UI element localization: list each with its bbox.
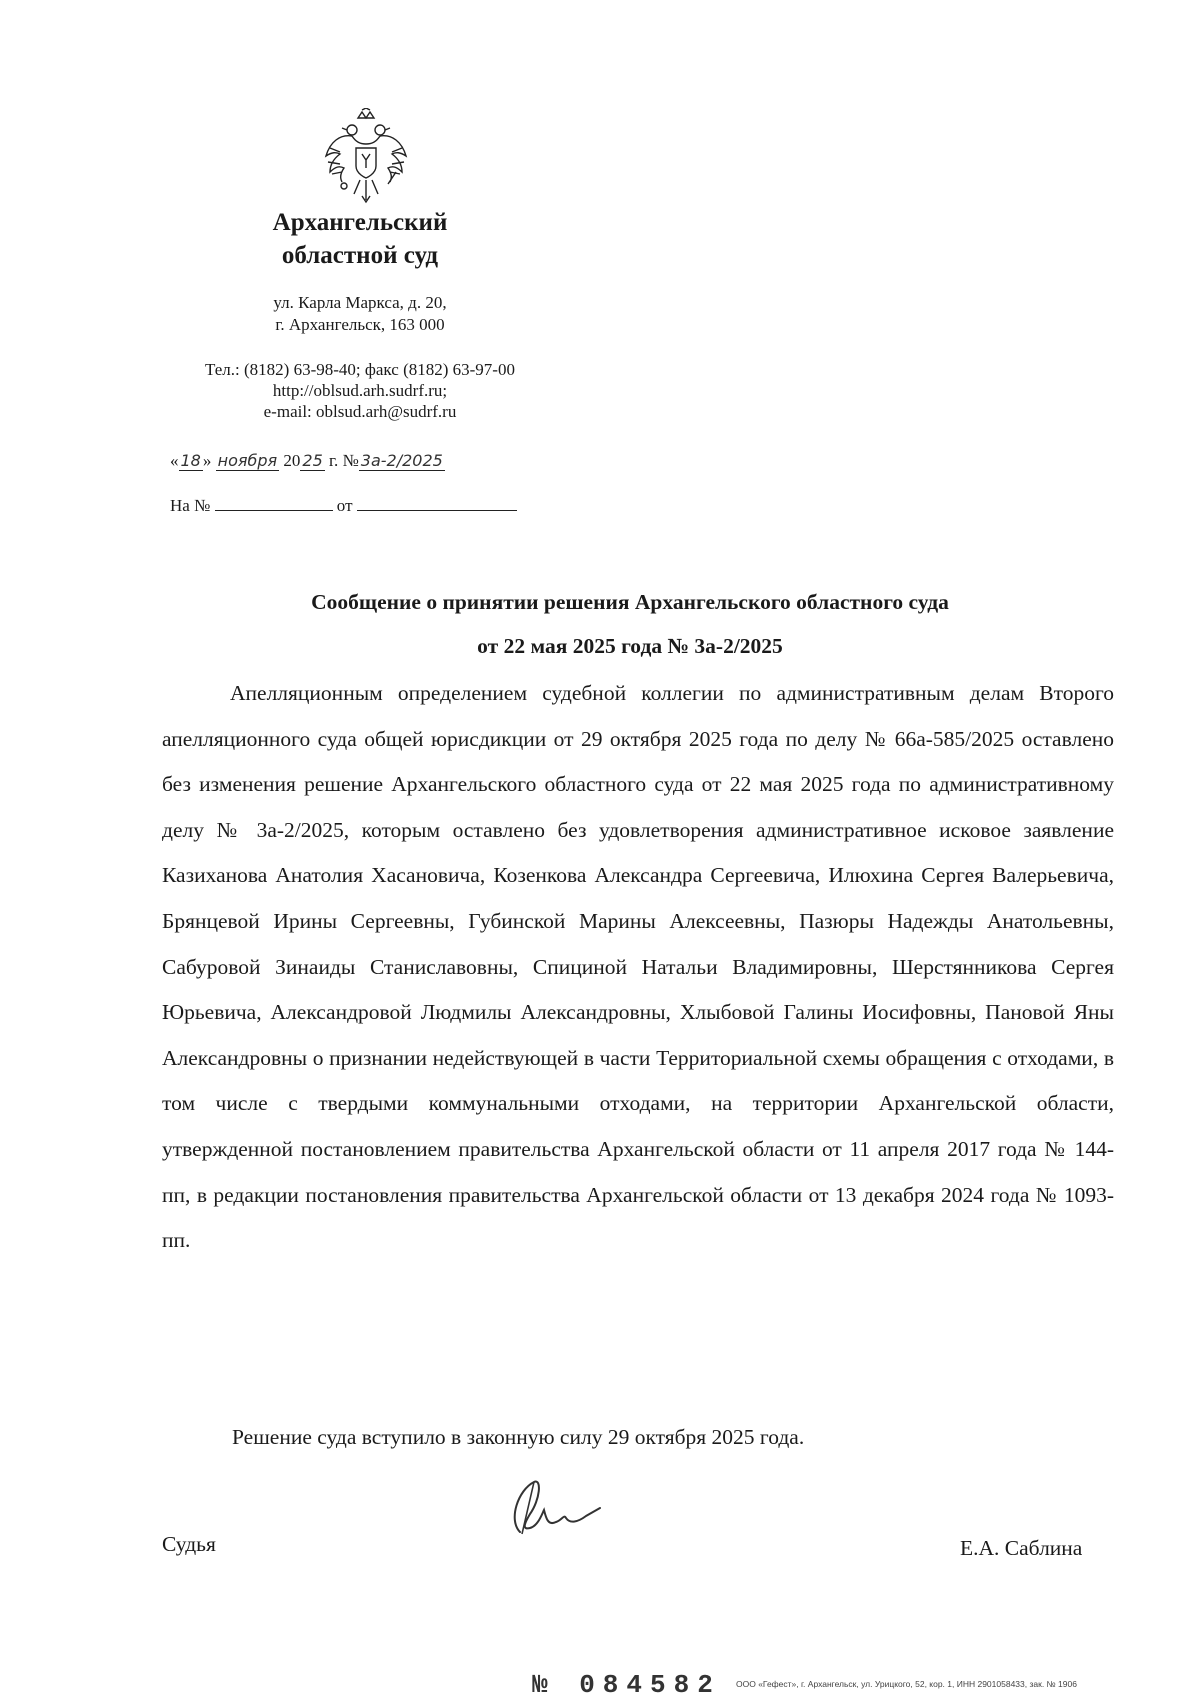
court-name-line1: Архангельский: [272, 209, 448, 236]
body-paragraph-1: Апелляционным определением судебной коллегии по административным делам Второго апелляционного суда общей юрисдикции от 29 октября 2025 года по делу № 66а-585/2025 оставлено без изменения решение Архангельского областного суда от 22 мая 2025 года по административному делу № 3а-2/2025, которым оставлено без удовлетворения административное исковое заявление Казиханова Анатолия Хасановича, Козенкова Александра Сергеевича, Илюхина Сергея Валерьевича, Брянцевой Ирины Сергеевны, Губинской Марины Алексеевны, Пазюры Надежды Анатольевны, Сабуровой Зинаиды Станиславовны, Спициной Натальи Владимировны, Шерстянникова Сергея Юрьевича, Александровой Людмилы Александровны, Хлыбовой Галины Иосифовны, Пановой Яны Александровны о признании недействующей в части Территориальной схемы обращения с отходами, в том числе с твердыми коммунальными отходами, на территории Архангельской области, утвержденной постановлением правительства Архангельской области от 11 апреля 2017 года № 144-пп, в редакции постановления правительства Архангельской области от 13 декабря 2024 года № 1093-пп.: [162, 681, 1114, 1253]
title-line2: от 22 мая 2025 года № 3а-2/2025: [477, 634, 783, 658]
ref-from-label: от: [336, 496, 353, 515]
document-body: [162, 671, 1114, 1264]
printer-imprint: ООО «Гефест», г. Архангельск, ул. Урицкого, 52, кор. 1, ИНН 2901058433, зак. № 1906: [736, 1679, 1077, 1689]
title-line1: Сообщение о принятии решения Архангельского областного суда: [311, 590, 949, 614]
ref-date-blank: [357, 496, 517, 511]
handwritten-signature: [500, 1470, 620, 1550]
reg-year-suffix: 25: [302, 451, 323, 470]
coat-of-arms-emblem: [322, 108, 410, 206]
court-name-line2: областной суд: [281, 242, 439, 269]
court-address: [190, 292, 530, 336]
registration-line: « 18 » ноября 20 25 г. № 3а-2/2025: [170, 451, 443, 470]
address-street: ул. Карла Маркса, д. 20,: [273, 293, 447, 312]
judge-name: Е.А. Саблина: [960, 1536, 1083, 1560]
reg-year-prefix: 20: [283, 451, 301, 470]
court-name: [190, 206, 530, 272]
phone-fax: Тел.: (8182) 63-98-40; факс (8182) 63-97-00: [205, 360, 515, 379]
court-contacts: [150, 359, 570, 422]
reg-day: 18: [180, 451, 201, 470]
reg-number-label: №: [342, 451, 359, 470]
email: e-mail: oblsud.arh@sudrf.ru: [263, 402, 457, 421]
body-paragraph-2: Решение суда вступило в законную силу 29 октября 2025 года.: [232, 1425, 805, 1449]
reference-line: [170, 496, 517, 516]
form-serial-number: № 084582: [532, 1670, 721, 1700]
ref-number-blank: [215, 496, 333, 511]
address-city: г. Архангельск, 163 000: [275, 315, 445, 334]
reg-month: ноября: [217, 451, 278, 470]
reg-number: 3а-2/2025: [360, 451, 443, 470]
reg-year-label: г.: [329, 451, 339, 470]
document-title: [180, 580, 1080, 668]
website: http://oblsud.arh.sudrf.ru;: [272, 381, 448, 400]
ref-label: На №: [170, 496, 211, 515]
judge-role: Судья: [162, 1532, 216, 1556]
